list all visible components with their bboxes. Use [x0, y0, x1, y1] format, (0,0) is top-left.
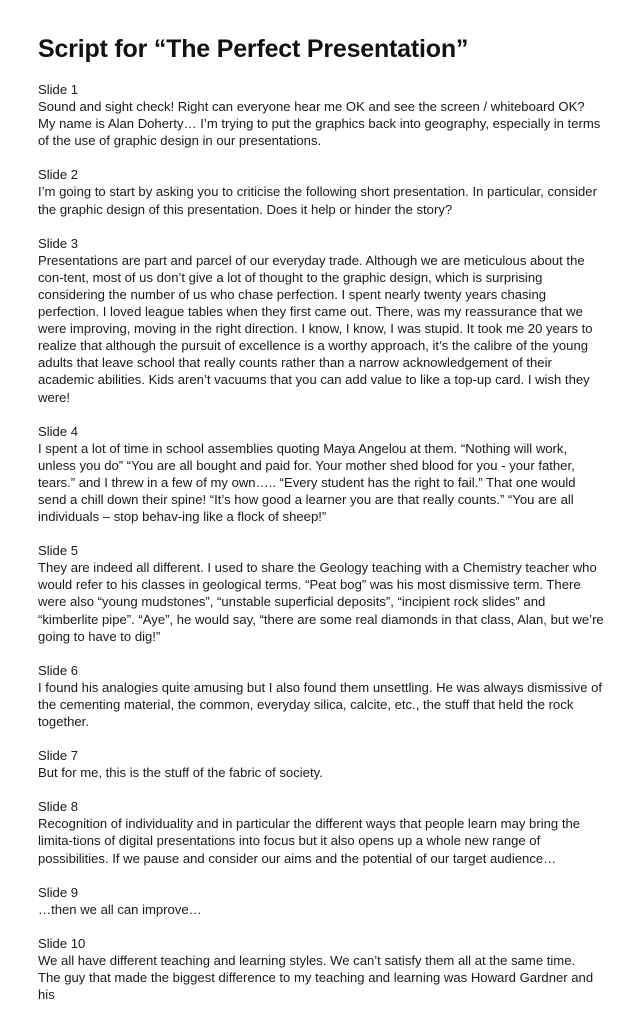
- slide-label: Slide 2: [38, 167, 79, 183]
- slide-paragraph: Presentations are part and parcel of our everyday trade. Although we are meticulous about the con-tent, most of us don’t give a lot of thought to the graphic design, which is surprising considering the number of us who chase perfection. I spent nearly twenty years chasing perfection. I loved league tables when they first came out. There, was my reassurance that we were improving, moving in the right direction. I know, I know, I was stupid. It took me 20 years to realize that although the pursuit of excellence is a worthy approach, it’s the calibre of the young adults that leave school that really counts rather than a narrow acknowledgement of their academic abilities. Kids aren’t vacuums that you can add value to like a top-up card. I wish they were!: [38, 252, 593, 405]
- slide-8-section: [38, 798, 604, 866]
- slide-paragraph: The guy that made the biggest difference to my teaching and learning was Howard Gardner and his: [38, 970, 594, 1003]
- slide-label: Slide 1: [38, 82, 79, 97]
- slide-paragraph: Recognition of individuality and in particular the different ways that people learn may bring the limita-tions of digital presentations into focus but it also opens up a whole new range of possibilities. If we pause and consider our aims and the potential of our target audience…: [38, 816, 581, 866]
- slide-paragraph: I spent a lot of time in school assemblies quoting Maya Angelou at them. “Nothing will work, unless you do” “You are all bought and paid for. Your mother shed blood for you - your father, tears.” and I threw in a few of my own….. “Every student has the right to fail.” That one would send a chill down their spine! “It’s how good a learner you are that really counts.” “You are all individuals – stop behav-ing like a flock of sheep!”: [38, 440, 576, 525]
- slide-label: Slide 3: [38, 235, 79, 251]
- document-page: [38, 34, 604, 1020]
- slide-2-section: [38, 166, 604, 217]
- slide-label: Slide 6: [38, 662, 79, 678]
- slide-9-section: [38, 884, 604, 918]
- slide-paragraph: Sound and sight check! Right can everyone hear me OK and see the screen / whiteboard OK?: [38, 99, 585, 115]
- slide-label: Slide 10: [38, 935, 86, 951]
- slide-5-section: [38, 542, 604, 645]
- slide-paragraph: …then we all can improve…: [38, 901, 202, 917]
- slide-6-section: [38, 662, 604, 730]
- slide-paragraph: They are indeed all different. I used to share the Geology teaching with a Chemistry teacher who would refer to his classes in geological terms. “Peat bog” was his most dismissive term. There were also “young mudstones”, “unstable superficial deposits”, “incipient rock slides” and “kimberlite pipe”. “Aye”, he would say, “there are some real diamonds in that class, Alan, but we’re going to have to dig!”: [38, 560, 604, 644]
- slide-4-section: [38, 423, 604, 526]
- slide-label: Slide 5: [38, 543, 79, 559]
- slide-label: Slide 7: [38, 748, 79, 764]
- document-title: Script for “The Perfect Presentation”: [38, 35, 469, 63]
- slide-paragraph: I found his analogies quite amusing but I also found them unsettling. He was always dismissive of the cementing material, the common, everyday silica, calcite, etc., the stuff that held the rock together.: [38, 679, 603, 729]
- slide-label: Slide 9: [38, 884, 79, 900]
- slide-paragraph: I’m going to start by asking you to criticise the following short presentation. In particular, consider the graphic design of this presentation. Does it help or hinder the story?: [38, 184, 597, 217]
- slide-1-section: [38, 81, 604, 149]
- slide-7-section: [38, 747, 604, 781]
- slide-paragraph: My name is Alan Doherty… I’m trying to put the graphics back into geography, especially in terms of the use of graphic design in our presentations.: [38, 116, 601, 149]
- slide-3-section: [38, 235, 604, 406]
- slide-label: Slide 4: [38, 423, 79, 439]
- slide-paragraph: But for me, this is the stuff of the fabric of society.: [38, 765, 323, 781]
- slide-paragraph: We all have different teaching and learning styles. We can’t satisfy them all at the same time.: [38, 952, 576, 968]
- slide-label: Slide 8: [38, 799, 79, 815]
- slide-10-section: [38, 935, 604, 1003]
